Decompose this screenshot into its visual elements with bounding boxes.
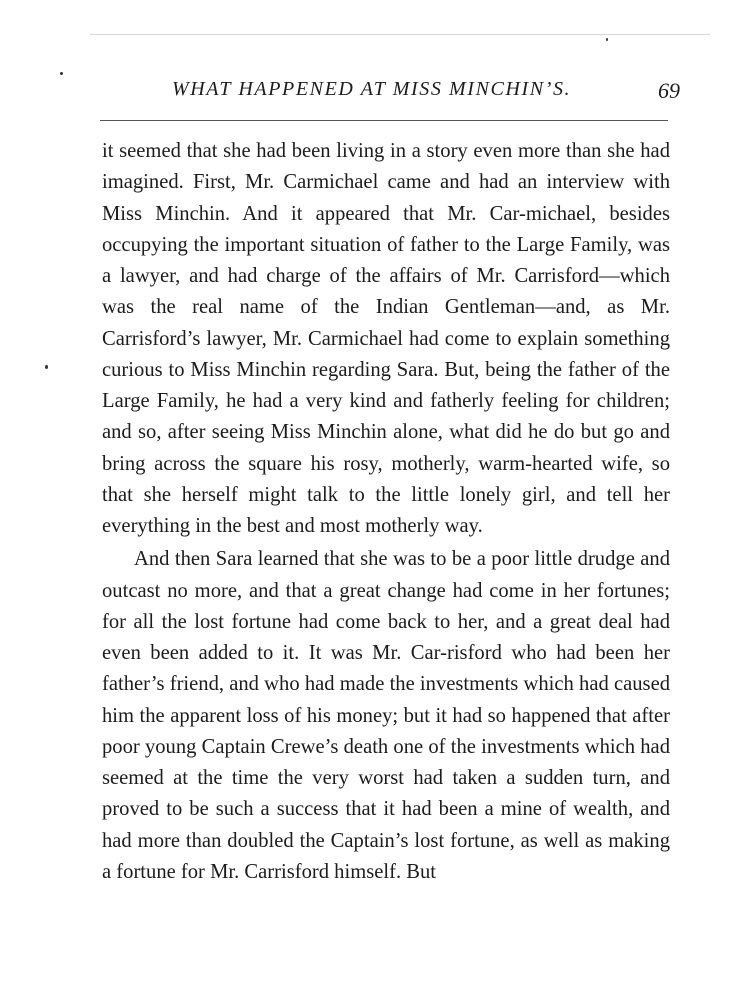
print-speck (606, 38, 608, 41)
top-page-rule (90, 34, 710, 35)
paragraph-2: And then Sara learned that she was to be a poor little drudge and outcast no more, and that a great change had come in her fortunes; for all the lost fortune had come back to her, and a great deal had even been added to it. It was Mr. Car-risford who had been her father’s friend, and who had made the investments which had caused him the apparent loss of his money; but it had so happened that after poor young Captain Crewe’s death one of the investments which had seemed at the time the very worst had taken a sudden turn, and proved to be such a success that it had been a mine of wealth, and had more than doubled the Captain’s lost fortune, as well as making a fortune for Mr. Carrisford himself. But (102, 548, 670, 883)
paragraph-1: it seemed that she had been living in a story even more than she had imagined. First, Mr. Carmichael came and had an interview with Miss Minchin. And it appeared that Mr. Car-michael, besides occupying the important situation of father to the Large Family, was a lawyer, and had charge of the affairs of Mr. Carrisford—which was the real name of the Indian Gentleman—and, as Mr. Carrisford’s lawyer, Mr. Carmichael had come to explain something curious to Miss Minchin regarding Sara. But, being the father of the Large Family, he had a very kind and fatherly feeling for children; and so, after seeing Miss Minchin alone, what did he do but go and bring across the square his rosy, motherly, warm-hearted wife, so that she herself might talk to the little lonely girl, and tell her everything in the best and most motherly way. (102, 140, 670, 537)
page-header (100, 78, 680, 106)
running-head: WHAT HAPPENED AT MISS MINCHIN’S. (172, 78, 572, 100)
print-speck (45, 365, 48, 369)
page-number: 69 (658, 78, 680, 103)
print-speck (60, 72, 63, 75)
body-text (102, 136, 670, 888)
header-rule (100, 120, 668, 121)
